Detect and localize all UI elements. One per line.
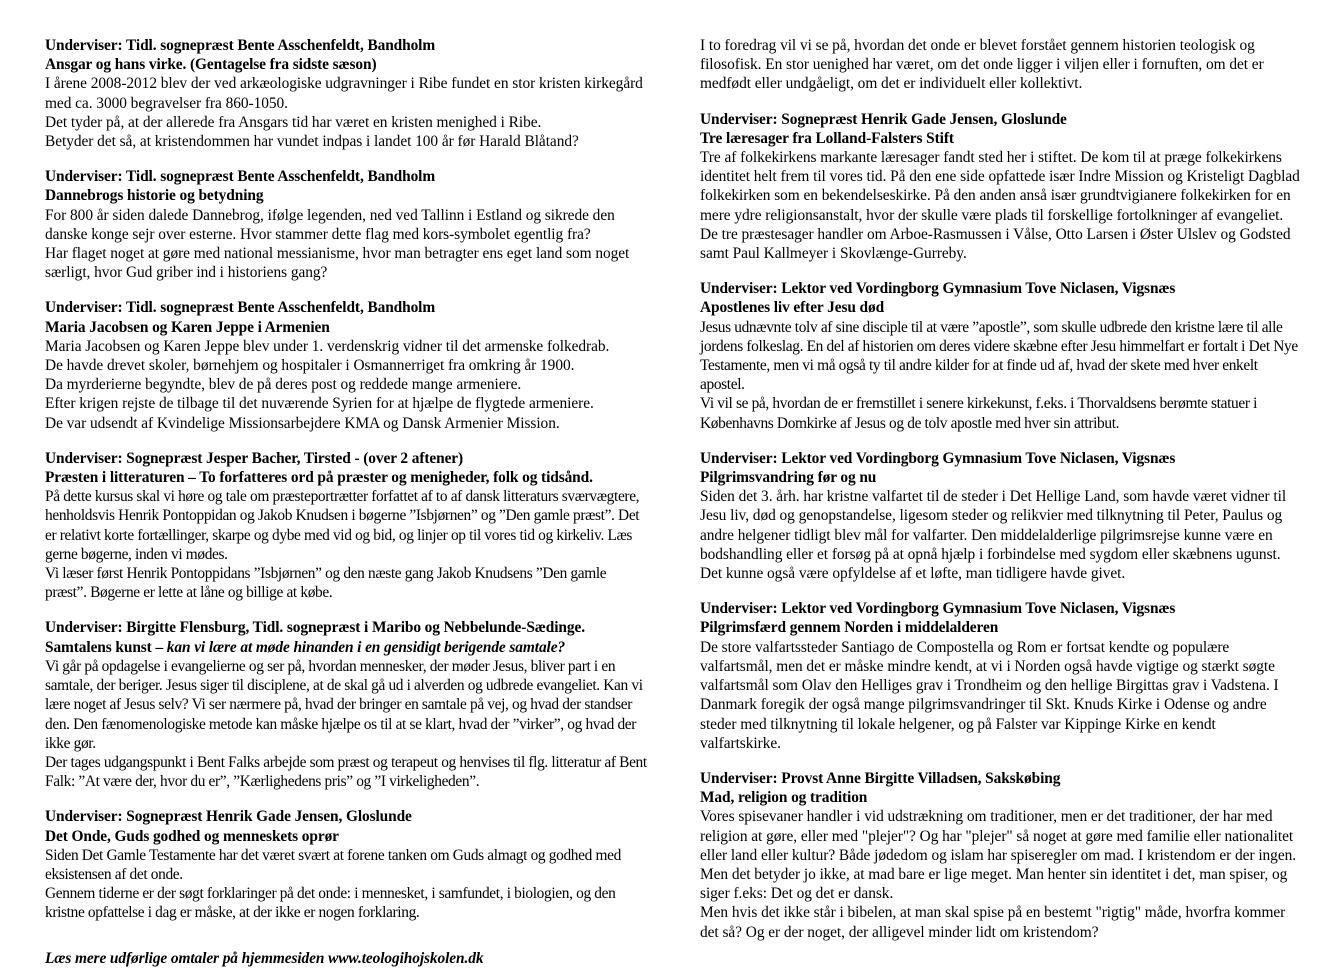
entry-paragraph: Vores spisevaner handler i vid udstrækning om traditioner, men er det traditioner, der har med religion at gøre, eller med "plejer"? Og har "plejer" så noget at gøre med familie eller nationalitet eller land eller kultur? Både jødedom og islam har spiseregler om mad. I kristendom er der ingen. Men det betyder jo ikke, at mad bare er lige meget. Man henter sin identitet i det, man spiser, og siger f.eks: Det og det er dansk. [700,808,1297,903]
course-entry [45,167,650,282]
entry-title: Pilgrimsfærd gennem Norden i middelalderen [700,619,999,637]
course-entry [45,618,650,791]
entry-paragraph: Vi læser først Henrik Pontoppidans ”Isbjørnen” og den næste gang Jakob Knudsens ”Den gamle præst”. Bøgerne er lette at låne og billige at købe. [45,565,607,602]
entry-paragraph: Siden Det Gamle Testamente har det været svært at forene tanken om Guds almagt og godhed med eksistensen af det onde. [45,846,621,883]
entry-paragraph: Har flaget noget at gøre med national messianisme, hvor man betragter ens eget land som noget særligt, hvor Gud griber ind i historiens gang? [45,245,630,282]
entry-paragraph: Vi går på opdagelse i evangelierne og ser på, hvordan mennesker, der møder Jesus, bliver part i en samtale, der beriger. Jesus siger til disciplene, at de skal gå ud i alverden og udbrede evangeliet. Kan vi lære noget af Jesus selv? Vi ser nærmere på, hvad der bringer en samtale på vej, og hvad der standser den. Den fænomenologiske metode kan måske hjælpe os til at se klart, hvad der ”virker”, og hvad der ikke gør. [45,657,643,752]
course-entry-continuation [700,36,1300,94]
course-entry [700,449,1300,583]
entry-paragraph: De tre præstesager handler om Arboe-Rasmussen i Vålse, Otto Larsen i Øster Ulslev og Godsted samt Paul Kallmeyer i Skovlænge-Gurreby. [700,225,1291,263]
entry-paragraph: De havde drevet skoler, børnehjem og hospitaler i Osmannerriget fra omkring år 1900. [45,357,575,375]
entry-paragraph: Vi vil se på, hvordan de er fremstillet i senere kirkekunst, f.eks. i Thorvaldsens berømte statuer i Københavns Domkirke af Jesus og de tolv apostle med hver sin attribut. [700,395,1258,432]
course-entry [700,279,1300,433]
entry-title: Dannebrogs historie og betydning [45,187,264,205]
two-column-layout [45,36,1299,968]
entry-paragraph: I årene 2008-2012 blev der ved arkæologiske udgravninger i Ribe fundet en stor kristen kirkegård med ca. 3000 begravelser fra 860-1050. [45,75,643,112]
entry-teacher: Underviser: Lektor ved Vordingborg Gymnasium Tove Niclasen, Vigsnæs [700,280,1176,298]
entry-teacher: Underviser: Tidl. sognepræst Bente Asschenfeldt, Bandholm [45,37,436,54]
course-entry [45,36,650,151]
entry-teacher: Underviser: Sognepræst Henrik Gade Jensen, Gloslunde [700,110,1067,128]
entry-teacher: Underviser: Provst Anne Birgitte Villadsen, Sakskøbing [700,769,1061,787]
entry-paragraph: Gennem tiderne er der søgt forklaringer på det onde: i mennesket, i samfundet, i biologien, og den kristne opfattelse i dag er måske, at der ikke er nogen forklaring. [45,885,616,922]
entry-title: Tre læresager fra Lolland-Falsters Stift [700,129,954,147]
entry-paragraph: Jesus udnævnte tolv af sine disciple til at være ”apostle”, som skulle udbrede den kristne lære til alle jordens folkeslag. En del af historien om deres videre skæbne efter Jesu himmelfart er fortalt i Det Nye Testamente, men vi må også ty til andre kilder for at finde ud af, hvad der skete med hver enkelt apostel. [700,318,1298,394]
entry-paragraph: De var udsendt af Kvindelige Missionsarbejdere KMA og Dansk Armenier Mission. [45,414,560,432]
entry-title-plain: Samtalens kunst – [45,638,167,656]
course-entry [700,769,1300,942]
entry-paragraph: I to foredrag vil vi se på, hvordan det onde er blevet forstået gennem historien teologisk og filosofisk. En stor uenighed har været, om det onde ligger i viljen eller i fornuften, om det er medfødt eller undgåeligt, om det er individuelt eller kollektivt. [700,37,1264,93]
left-column [45,36,650,968]
entry-paragraph: Betyder det så, at kristendommen har vundet indpas i landet 100 år før Harald Blåtand? [45,133,579,151]
entry-title: Ansgar og hans virke. (Gentagelse fra sidste sæson) [45,56,377,74]
entry-teacher: Underviser: Sognepræst Henrik Gade Jensen, Gloslunde [45,808,412,826]
entry-teacher: Underviser: Tidl. sognepræst Bente Asschenfeldt, Bandholm [45,168,436,186]
website-footer-note: Læs mere udførlige omtaler på hjemmesiden www.teologihojskolen.dk [45,949,484,967]
entry-title: Maria Jacobsen og Karen Jeppe i Armenien [45,318,330,336]
entry-title: Mad, religion og tradition [700,789,868,807]
entry-title: Apostlenes liv efter Jesu død [700,299,885,317]
course-entry [700,110,1300,264]
right-column [700,36,1300,942]
entry-teacher: Underviser: Lektor ved Vordingborg Gymnasium Tove Niclasen, Vigsnæs [700,600,1176,618]
entry-title: Det Onde, Guds godhed og menneskets oprør [45,827,339,845]
entry-teacher: Underviser: Tidl. sognepræst Bente Asschenfeldt, Bandholm [45,299,436,317]
entry-paragraph: Efter krigen rejste de tilbage til det nuværende Syrien for at hjælpe de flygtede armeniere. [45,395,594,413]
course-entry [700,599,1300,753]
entry-teacher: Underviser: Sognepræst Jesper Bacher, Tirsted - (over 2 aftener) [45,449,464,467]
entry-paragraph: Der tages udgangspunkt i Bent Falks arbejde som præst og terapeut og henvises til flg. litteratur af Bent Falk: ”At være der, hvor du er”, ”Kærlighedens pris” og ”I virkeligheden”. [45,753,647,791]
entry-paragraph: For 800 år siden dalede Dannebrog, ifølge legenden, ned ved Tallinn i Estland og sikrede den danske konge sejr over esterne. Hvor stammer dette flag med kors-symbolet egentlig fra? [45,206,615,243]
entry-title: Præsten i litteraturen – To forfatteres ord på præster og menigheder, folk og tidsånd. [45,469,593,487]
course-entry [45,298,650,432]
entry-paragraph: På dette kursus skal vi høre og tale om præsteportrætter forfattet af to af dansk litteraturs sværvægtere, henholdsvis Henrik Pontoppidan og Jakob Knudsen i bøgerne ”Isbjørnen” og ”Den gamle præst”. Det er relativt korte fortællinger, skarpe og dybe med vid og bid, og linjer op til vores tid og kirkeliv. Læs gerne bøgerne, inden vi mødes. [45,488,640,563]
entry-paragraph: Men hvis det ikke står i bibelen, at man skal spise på en bestemt "rigtig" måde, hvorfra kommer det så? Og er der noget, der alligevel minder lidt om kristendom? [700,904,1286,941]
course-entry [45,807,650,922]
entry-teacher: Underviser: Lektor ved Vordingborg Gymnasium Tove Niclasen, Vigsnæs [700,449,1176,467]
entry-teacher: Underviser: Birgitte Flensburg, Tidl. sognepræst i Maribo og Nebbelunde-Sædinge. [45,619,585,637]
course-entry [45,449,650,603]
entry-title-italic: kan vi lære at møde hinanden i en gensidigt berigende samtale? [166,638,566,656]
entry-title: Pilgrimsvandring før og nu [700,469,877,487]
entry-paragraph: Maria Jacobsen og Karen Jeppe blev under 1. verdenskrig vidner til det armenske folkedrab. [45,337,610,355]
entry-paragraph: Siden det 3. årh. har kristne valfartet til de steder i Det Hellige Land, som havde været vidner til Jesu liv, død og genopstandelse, ligesom steder og relikvier med tilknytning til Peter, Paulus og andre helgener tidligt blev mål for valfarter. Den middelalderlige pilgrimsrejse kunne være en bodshandling eller et forsøg på at opnå hjælp i forbindelse med sygdom eller skæbnens ugunst. Det kunne også være opfyldelse af et løfte, man tidligere havde givet. [700,488,1287,583]
entry-paragraph: Da myrderierne begyndte, blev de på deres post og reddede mange armeniere. [45,376,522,394]
entry-title [45,638,650,657]
entry-paragraph: Det tyder på, at der allerede fra Ansgars tid har været en kristen menighed i Ribe. [45,113,542,131]
entry-paragraph: De store valfartssteder Santiago de Compostella og Rom er fortsat kendte og populære valfartsmål, men det er måske mindre kendt, at vi i Norden også havde vigtige og stærkt søgte valfartsmål som Olav den Helliges grav i Trondheim og den hellige Birgittas grav i Vadstena. I Danmark foregik der også mange pilgrimsvandringer til Skt. Knuds Kirke i Odense og andre steder med tilknytning til lokale helgener, og på Falster var Kippinge Kirke en kendt valfartskirke. [700,638,1279,752]
entry-paragraph: Tre af folkekirkens markante læresager fandt sted her i stiftet. De kom til at præge folkekirkens identitet helt frem til vores tid. På den ene side opfattede især Indre Mission og Kristeligt Dagblad folkekirken som en bekendelseskirke. På den anden anså især grundtvigianere folkekirken for en mere ydre religionsanstalt, hvor der skulle være plads til forskellige fortolkninger af evangeliet. [700,149,1300,224]
